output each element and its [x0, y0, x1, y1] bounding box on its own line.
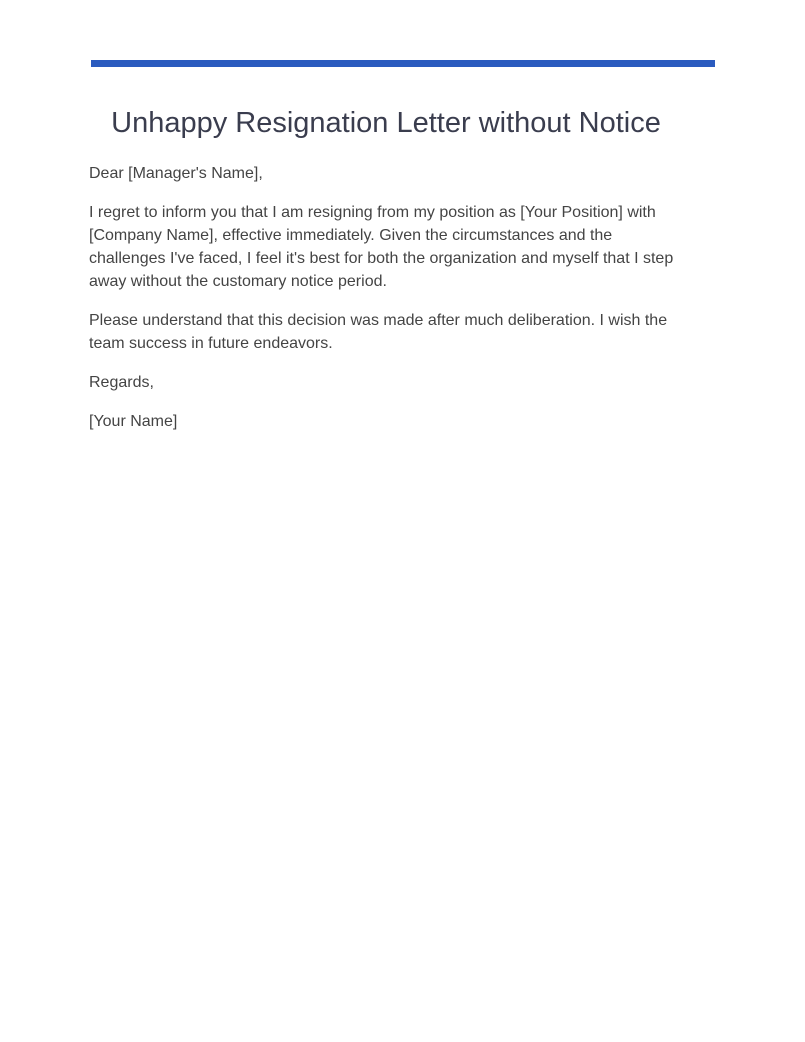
- signature: [Your Name]: [89, 413, 178, 430]
- salutation: Dear [Manager's Name],: [89, 165, 263, 182]
- letter-body: [89, 162, 689, 449]
- letter-title: Unhappy Resignation Letter without Notice: [111, 107, 661, 139]
- accent-divider: [91, 60, 715, 67]
- closing: Regards,: [89, 374, 154, 391]
- paragraph-wishes: Please understand that this decision was made after much deliberation. I wish the team success in future endeavors.: [89, 312, 668, 352]
- paragraph-resignation: I regret to inform you that I am resigning from my position as [Your Position] with [Company Name], effective immediately. Given the circumstances and the challenges I've faced, I feel it's best for both the organization and myself that I step away without the customary notice period.: [89, 204, 674, 290]
